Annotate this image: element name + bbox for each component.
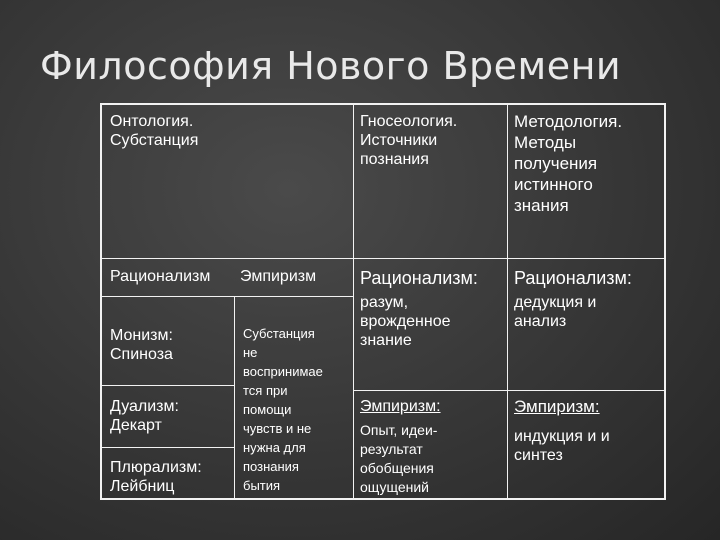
methodology-rationalism-text: дедукция и анализ — [514, 294, 597, 330]
col-divider-ontology-sub — [234, 296, 235, 499]
header-methodology: Методология. Методы получения истинного знания — [514, 112, 623, 215]
row-divider-monism — [100, 385, 234, 386]
table-border-left — [100, 103, 102, 500]
ontology-empiricism-text: Субстанция не воспринимае тся при помощи чувств и не нужна для познания бытия — [243, 326, 323, 493]
gnoseology-rationalism-text: разум, врожденное знание — [360, 294, 451, 349]
methodology-empiricism-text: индукция и и синтез — [514, 428, 610, 464]
monism-cell: Монизм: Спиноза — [110, 327, 173, 363]
pluralism-cell: Плюрализм: Лейбниц — [110, 459, 202, 495]
row-divider-methods — [353, 390, 665, 391]
methodology-empiricism-label: Эмпиризм: — [514, 397, 600, 416]
dualism-cell: Дуализм: Декарт — [110, 398, 179, 434]
row-divider-dualism — [100, 447, 234, 448]
methodology-rationalism-label: Рационализм: — [514, 268, 632, 288]
slide-title: Философия Нового Времени — [40, 44, 622, 88]
col-divider-gnoseology — [353, 103, 354, 499]
row-divider-header — [100, 258, 665, 259]
table-border-bottom — [100, 498, 665, 500]
ontology-empiricism-label: Эмпиризм — [240, 268, 317, 285]
table-border-top — [100, 103, 665, 105]
gnoseology-rationalism-label: Рационализм: — [360, 268, 478, 288]
table-border-right — [664, 103, 666, 500]
ontology-rationalism-label: Рационализм — [110, 268, 211, 285]
header-ontology: Онтология. Субстанция — [110, 113, 199, 149]
gnoseology-empiricism-label: Эмпиризм: — [360, 398, 441, 415]
gnoseology-empiricism-text: Опыт, идеи- результат обобщения ощущений — [360, 422, 438, 495]
col-divider-methodology — [507, 103, 508, 499]
row-divider-ontology-sub — [100, 296, 353, 297]
header-gnoseology: Гносеология. Источники познания — [360, 113, 458, 168]
